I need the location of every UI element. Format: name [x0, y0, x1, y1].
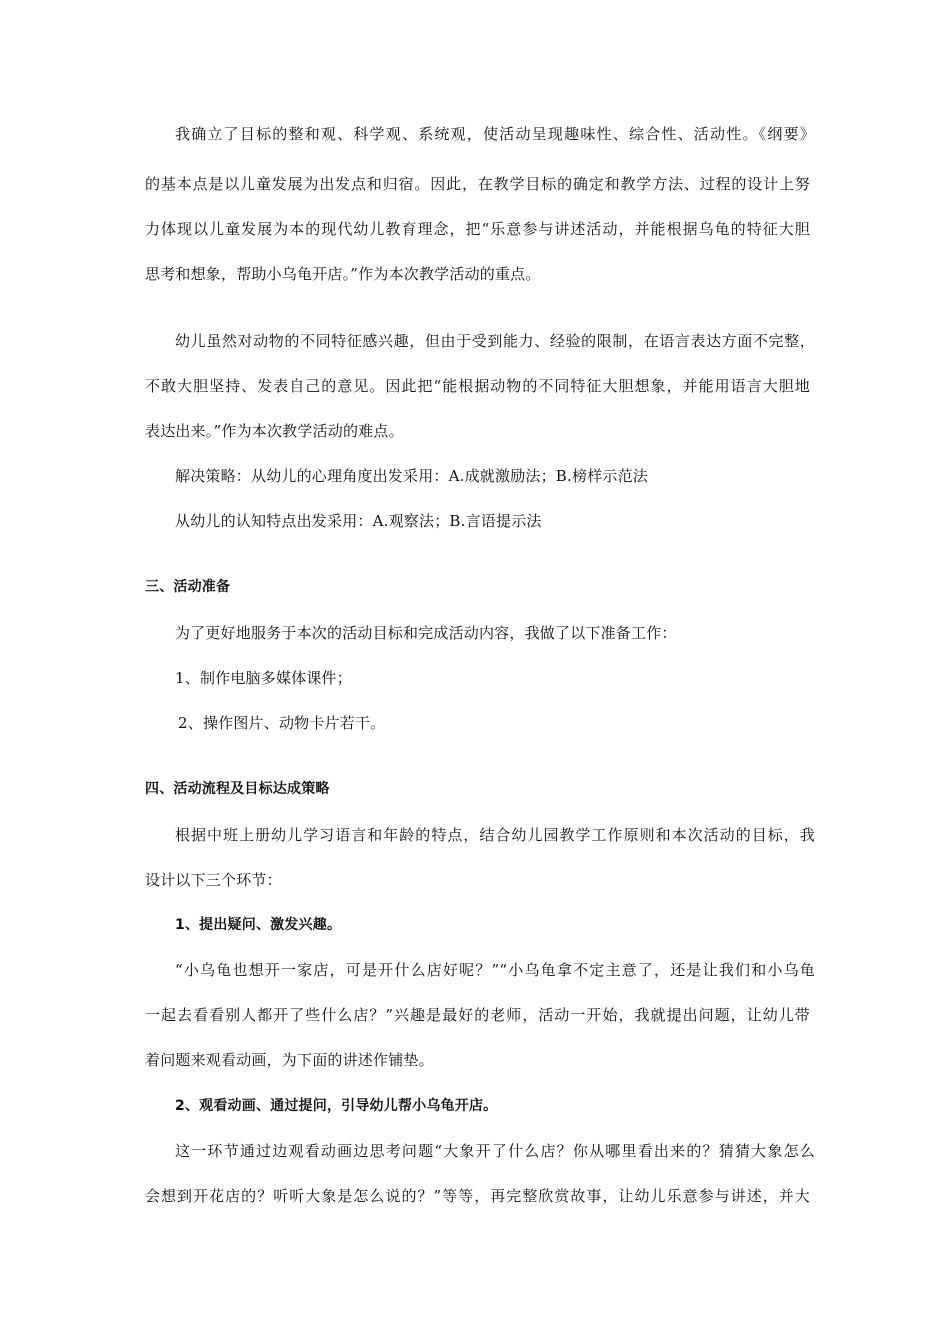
paragraph-2-line-2: 不敢大胆坚持、发表自己的意见。因此把“能根据动物的不同特征大胆想象，并能用语言大胆地: [145, 377, 810, 395]
step-2-text-line-2: 会想到开花店的？听听大象是怎么说的？”等等，再完整欣赏故事，让幼儿乐意参与讲述，并大: [145, 1187, 810, 1205]
step-1-text-line-2: 一起去看看别人都开了些什么店？”兴趣是最好的老师，活动一开始，我就提出问题，让幼儿带: [145, 1006, 810, 1024]
paragraph-1-line-1: 我确立了目标的整和观、科学观、系统观，使活动呈现趣味性、综合性、活动性。《纲要》: [175, 125, 815, 143]
paragraph-1-line-2: 的基本点是以儿童发展为出发点和归宿。因此，在教学目标的确定和教学方法、过程的设计上努: [145, 175, 810, 193]
process-intro-line-1: 根据中班上册幼儿学习语言和年龄的特点，结合幼儿园教学工作原则和本次活动的目标，我: [175, 826, 815, 844]
step-1-text-line-1: “小乌龟也想开一家店，可是开什么店好呢？”“小乌龟拿不定主意了，还是让我们和小乌龟: [175, 961, 815, 979]
step-2-heading: 2、观看动画、通过提问，引导幼儿帮小乌龟开店。: [175, 1098, 498, 1114]
strategy-line-1: 解决策略：从幼儿的心理角度出发采用：A.成就激励法；B.榜样示范法: [175, 467, 648, 485]
section-heading-4: 四、活动流程及目标达成策略: [145, 781, 330, 797]
paragraph-2-line-1: 幼儿虽然对动物的不同特征感兴趣，但由于受到能力、经验的限制，在语言表达方面不完整，: [175, 332, 815, 350]
paragraph-1-line-4: 思考和想象，帮助小乌龟开店。”作为本次教学活动的重点。: [145, 265, 541, 283]
paragraph-1-line-3: 力体现以儿童发展为本的现代幼儿教育理念，把“乐意参与讲述活动，并能根据乌龟的特征大胆: [145, 220, 810, 238]
preparation-intro: 为了更好地服务于本次的活动目标和完成活动内容，我做了以下准备工作：: [175, 624, 677, 642]
step-1-text-line-3: 着问题来观看动画，为下面的讲述作铺垫。: [145, 1051, 434, 1069]
step-1-heading: 1、提出疑问、激发兴趣。: [175, 917, 342, 933]
preparation-item-2: 2、操作图片、动物卡片若干。: [178, 714, 386, 732]
process-intro-line-2: 设计以下三个环节：: [145, 871, 282, 889]
strategy-line-2: 从幼儿的认知特点出发采用：A.观察法；B.言语提示法: [175, 512, 542, 530]
step-2-text-line-1: 这一环节通过边观看动画边思考问题“大象开了什么店？你从哪里看出来的？猜猜大象怎么: [175, 1142, 815, 1160]
paragraph-2-line-3: 表达出来。”作为本次教学活动的难点。: [145, 422, 404, 440]
preparation-item-1: 1、制作电脑多媒体课件；: [175, 669, 352, 687]
section-heading-3: 三、活动准备: [145, 579, 231, 595]
